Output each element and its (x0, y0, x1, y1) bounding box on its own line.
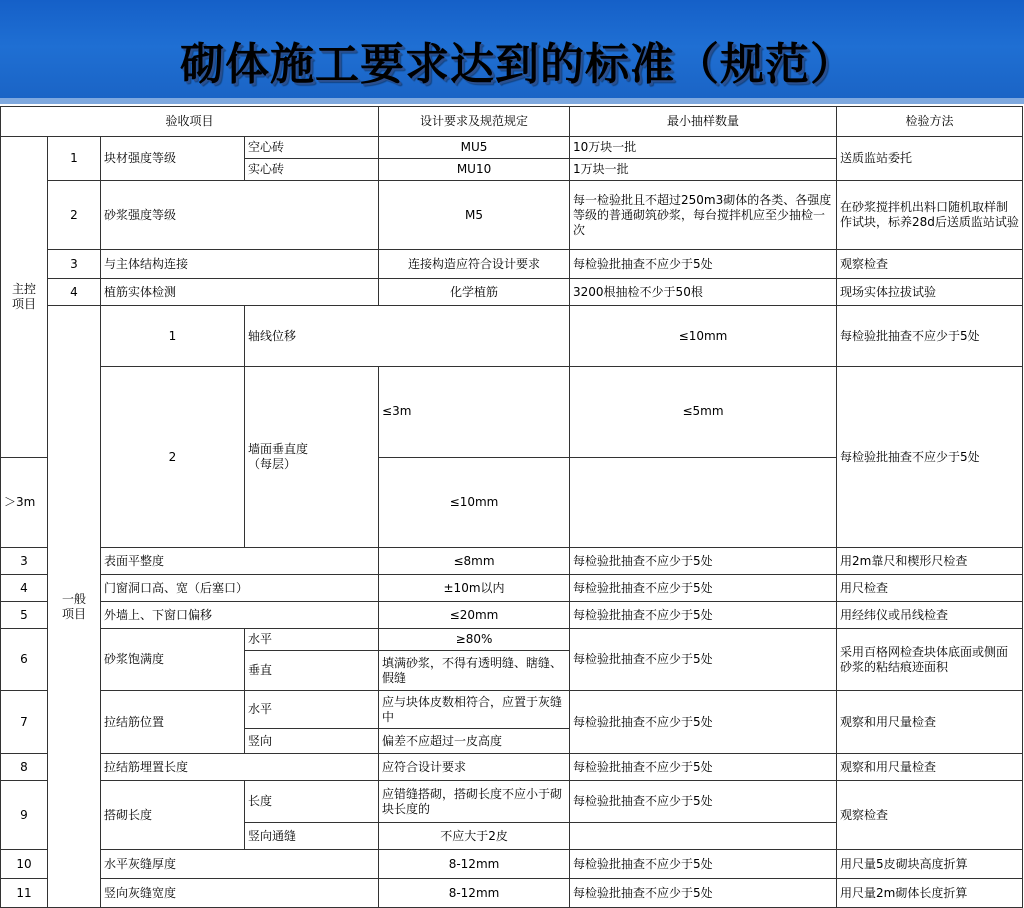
sampling-value: 每检验批抽查不应少于5处 (570, 602, 837, 629)
sub-item: 水平 (245, 691, 379, 729)
item-name: 拉结筋位置 (101, 691, 245, 754)
item-name: 植筋实体检测 (101, 279, 379, 306)
design-value: 化学植筋 (379, 279, 570, 306)
group-main-label: 主控 项目 (1, 137, 48, 458)
sampling-value: 每检验批抽查不应少于5处 (570, 250, 837, 279)
design-value: ≥80% (379, 629, 570, 651)
sampling-value: 10万块一批 (570, 137, 837, 159)
item-name: 拉结筋埋置长度 (101, 754, 379, 781)
method-value: 用尺量5皮砌块高度折算 (837, 850, 1023, 879)
row-number: 9 (1, 781, 48, 850)
sampling-value-empty (570, 823, 837, 850)
row-number: 1 (101, 306, 245, 367)
header-item: 验收项目 (1, 107, 379, 137)
sub-item: ≤3m (379, 367, 570, 458)
table-row (1, 754, 1023, 781)
row-number: 1 (48, 137, 101, 181)
design-value: MU5 (379, 137, 570, 159)
row-number: 3 (48, 250, 101, 279)
row-number: 2 (101, 367, 245, 548)
table-header-row (1, 107, 1023, 137)
design-value: 不应大于2皮 (379, 823, 570, 850)
item-name: 门窗洞口高、宽（后塞口） (101, 575, 379, 602)
sub-item: 实心砖 (245, 159, 379, 181)
item-name: 轴线位移 (245, 306, 570, 367)
item-name: 砂浆饱满度 (101, 629, 245, 691)
table-row (1, 548, 1023, 575)
method-value: 现场实体拉拔试验 (837, 279, 1023, 306)
sub-item: 长度 (245, 781, 379, 823)
sub-item: 水平 (245, 629, 379, 651)
table-row (1, 850, 1023, 879)
method-value: 送质监站委托 (837, 137, 1023, 181)
sub-item: 竖向通缝 (245, 823, 379, 850)
row-number: 3 (1, 548, 48, 575)
table-row (1, 367, 1023, 458)
header-method: 检验方法 (837, 107, 1023, 137)
sampling-value: 每检验批抽查不应少于5处 (570, 575, 837, 602)
method-value: 采用百格网检查块体底面或侧面砂浆的粘结痕迹面积 (837, 629, 1023, 691)
design-value: 应与块体皮数相符合，应置于灰缝中 (379, 691, 570, 729)
item-name: 块材强度等级 (101, 137, 245, 181)
table-row (1, 879, 1023, 908)
table-row (1, 629, 1023, 651)
design-value: 应错缝搭砌，搭砌长度不应小于砌块长度的 (379, 781, 570, 823)
table-row (1, 691, 1023, 729)
item-name: 搭砌长度 (101, 781, 245, 850)
design-value: ≤10mm (570, 306, 837, 367)
method-value: 观察检查 (837, 781, 1023, 850)
standards-table (0, 106, 1023, 908)
sampling-value: 每检验批抽查不应少于5处 (570, 879, 837, 908)
design-value: ≤20mm (379, 602, 570, 629)
item-name: 表面平整度 (101, 548, 379, 575)
sampling-value: 3200根抽检不少于50根 (570, 279, 837, 306)
sampling-value: 每检验批抽查不应少于5处 (570, 850, 837, 879)
method-value: 用尺量2m砌体长度折算 (837, 879, 1023, 908)
method-value: 用经纬仪或吊线检查 (837, 602, 1023, 629)
item-name: 与主体结构连接 (101, 250, 379, 279)
method-value: 用尺检查 (837, 575, 1023, 602)
row-number: 4 (48, 279, 101, 306)
row-number: 10 (1, 850, 48, 879)
method-value: 观察检查 (837, 250, 1023, 279)
item-name: 砂浆强度等级 (101, 181, 379, 250)
table-row (1, 781, 1023, 823)
design-value: ≤5mm (570, 367, 837, 458)
slide-header (0, 0, 1024, 104)
sampling-value: 每一检验批且不超过250m3砌体的各类、各强度等级的普通砌筑砂浆，每台搅拌机应至少抽检一次 (570, 181, 837, 250)
method-value: 观察和用尺量检查 (837, 754, 1023, 781)
row-number: 5 (1, 602, 48, 629)
header-design: 设计要求及规范规定 (379, 107, 570, 137)
row-number: 6 (1, 629, 48, 691)
row-number: 2 (48, 181, 101, 250)
sub-item: 垂直 (245, 651, 379, 691)
item-name: 外墙上、下窗口偏移 (101, 602, 379, 629)
sampling-value: 每检验批抽查不应少于5处 (570, 691, 837, 754)
item-name: 竖向灰缝宽度 (101, 879, 379, 908)
sub-item: 空心砖 (245, 137, 379, 159)
sampling-value: 每检验批抽查不应少于5处 (570, 629, 837, 691)
row-number: 8 (1, 754, 48, 781)
header-sampling: 最小抽样数量 (570, 107, 837, 137)
design-value: ≤10mm (379, 457, 570, 548)
table-row (1, 602, 1023, 629)
method-value: 在砂浆搅拌机出料口随机取样制作试块，标养28d后送质监站试验 (837, 181, 1023, 250)
table-row (1, 306, 1023, 367)
sampling-value: 1万块一批 (570, 159, 837, 181)
design-value: 连接构造应符合设计要求 (379, 250, 570, 279)
table-row (1, 181, 1023, 250)
row-number: 7 (1, 691, 48, 754)
sub-item: ＞3m (1, 457, 48, 548)
slide-title: 砌体施工要求达到的标准（规范） (180, 39, 855, 90)
design-value: 8-12mm (379, 850, 570, 879)
method-value: 观察和用尺量检查 (837, 691, 1023, 754)
item-name: 墙面垂直度 （每层） (245, 367, 379, 548)
table-row (1, 279, 1023, 306)
design-value: MU10 (379, 159, 570, 181)
row-number: 4 (1, 575, 48, 602)
sampling-value: 每检验批抽查不应少于5处 (570, 754, 837, 781)
sampling-value: 每检验批抽查不应少于5处 (570, 781, 837, 823)
item-name: 水平灰缝厚度 (101, 850, 379, 879)
design-value: M5 (379, 181, 570, 250)
table-row (1, 575, 1023, 602)
slide-body (0, 104, 1024, 900)
design-value: ±10m以内 (379, 575, 570, 602)
method-value: 用2m靠尺和楔形尺检查 (837, 548, 1023, 575)
table-row (1, 250, 1023, 279)
sampling-value: 每检验批抽查不应少于5处 (570, 548, 837, 575)
sampling-value: 每检验批抽查不应少于5处 (837, 306, 1023, 367)
sub-item: 竖向 (245, 729, 379, 754)
group-general-label: 一般 项目 (48, 306, 101, 908)
design-value: 应符合设计要求 (379, 754, 570, 781)
design-value: 填满砂浆，不得有透明缝、瞎缝、假缝 (379, 651, 570, 691)
row-number: 11 (1, 879, 48, 908)
design-value: 偏差不应超过一皮高度 (379, 729, 570, 754)
sampling-value: 每检验批抽查不应少于5处 (837, 367, 1023, 548)
table-row (1, 137, 1023, 159)
design-value: 8-12mm (379, 879, 570, 908)
design-value: ≤8mm (379, 548, 570, 575)
